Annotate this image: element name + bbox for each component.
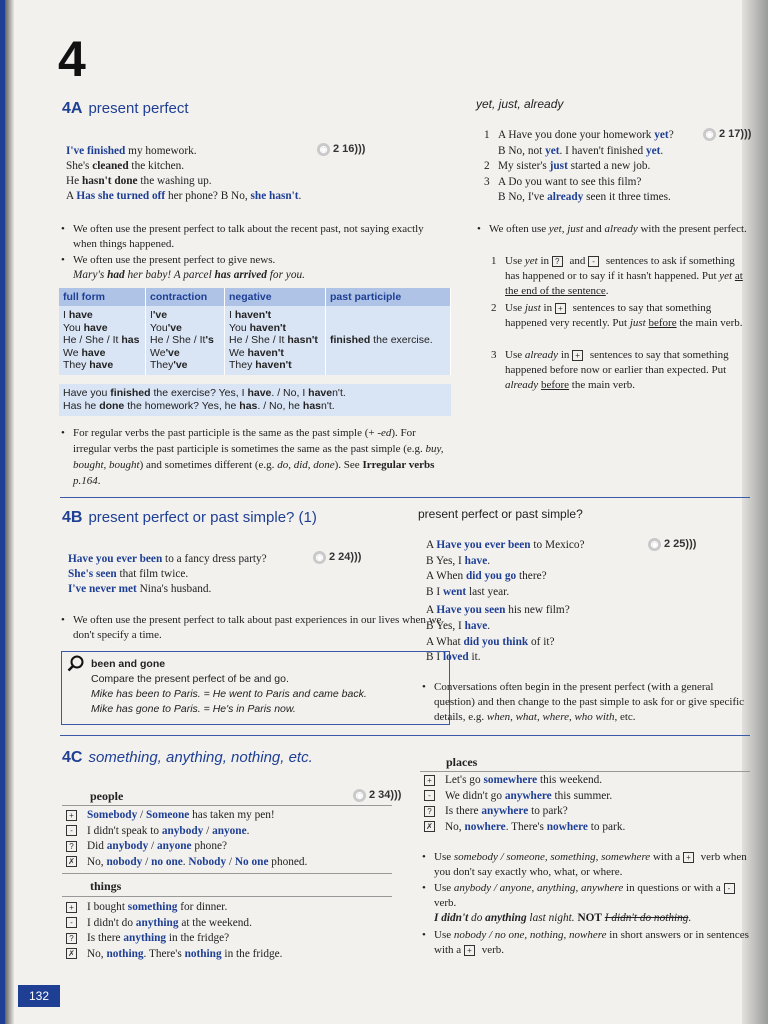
things-rule-top <box>62 873 392 874</box>
example-line: I've finished my homework. <box>66 145 197 157</box>
example-item: - I didn't speak to anybody / anyone. <box>66 824 249 839</box>
contraction-cell: I've You've He / She / It's We've They've <box>146 306 225 375</box>
table-header: contraction <box>146 288 225 306</box>
section-heading: present perfect or past simple? (1) <box>88 509 317 526</box>
magnifier-icon <box>67 655 84 672</box>
mark-icon: + <box>66 902 77 913</box>
box-line: Mike has been to Paris. = He went to Paris and came back. <box>91 688 367 700</box>
example-line: He hasn't done the washing up. <box>66 175 212 187</box>
mark-icon: ✗ <box>424 821 435 832</box>
mark-icon: ✗ <box>66 948 77 959</box>
mark-icon: ? <box>424 806 435 817</box>
audio-ref-2-16: ◉ 2 16))) <box>317 143 365 156</box>
cd-icon: ◉ <box>703 128 716 141</box>
divider-4b <box>60 497 750 498</box>
yja-line: 2 My sister's just started a new job. <box>484 160 651 172</box>
example-item: - We didn't go anywhere this summer. <box>424 789 612 804</box>
mark-icon: - <box>66 917 77 928</box>
places-label: places <box>446 755 478 769</box>
example-line: I've never met Nina's husband. <box>68 583 212 595</box>
audio-ref-2-34: ◉ 2 34))) <box>353 789 401 802</box>
bullet-4c-2: • Use anybody / anyone, anything, anywhere in questions or with a - verb. <box>434 881 752 911</box>
box-line: Mike has gone to Paris. = He's in Paris now. <box>91 703 296 715</box>
example-line: Have you ever been to a fancy dress party? <box>68 553 267 565</box>
table-header: full form <box>59 288 146 306</box>
places-rule <box>420 771 750 772</box>
dialogue-line: A Have you ever been to Mexico? <box>426 539 585 551</box>
bullet-ppps: • Conversations often begin in the present perfect (with a general question) and then change to the past simple to ask for or give specific details, e.g. when, what, where, who with, etc. <box>422 681 745 723</box>
box-title: been and gone <box>91 658 166 670</box>
mark-icon: ? <box>66 841 77 852</box>
bullet-4a-1: • We often use the present perfect to talk about the recent past, not saying exactly when things happened. <box>61 223 424 250</box>
example-item: + I bought something for dinner. <box>66 900 227 915</box>
things-label: things <box>90 879 122 893</box>
audio-ref-2-24: ◉ 2 24))) <box>313 551 361 564</box>
been-gone-box <box>61 651 450 725</box>
example-item: - I didn't do anything at the weekend. <box>66 916 252 931</box>
mark-icon: ✗ <box>66 856 77 867</box>
participle-cell: finished the exercise. <box>326 306 451 375</box>
mark-icon: ? <box>66 933 77 944</box>
divider-4c <box>60 735 750 736</box>
section-code: 4A <box>62 100 83 117</box>
cd-icon: ◉ <box>317 143 330 156</box>
yja-line: B No, not yet. I haven't finished yet. <box>498 144 664 157</box>
yja-line: 1 A Have you done your homework yet? <box>484 129 674 141</box>
bullet-4c-1: • Use somebody / someone, something, somewhere with a + verb when you don't say exactly who, what, or where. <box>422 851 747 878</box>
yja-line: B No, I've already seen it three times. <box>498 191 671 203</box>
table-header: negative <box>225 288 326 306</box>
yja-rule-1: 1 Use yet in ? and - sentences to ask if something has happened or to say if it hasn't happened. Put yet at the end of the sentence. <box>491 255 743 297</box>
unit-number: 4 <box>58 31 86 87</box>
example-line: A Has she turned off her phone? B No, she hasn't. <box>66 190 302 202</box>
example-item: ✗ No, nowhere. There's nowhere to park. <box>424 820 625 835</box>
dialogue-line: B Yes, I have. <box>426 554 491 567</box>
dialogue-line: B Yes, I have. <box>426 620 491 632</box>
table-questions: Have you finished the exercise? Yes, I have. / No, I haven't. Has he done the homework? Yes, he has. / No, he hasn't. <box>59 384 451 416</box>
section-4a-title <box>62 100 189 118</box>
table-header: past participle <box>326 288 451 306</box>
cd-icon: ◉ <box>353 789 366 802</box>
section-heading: present perfect <box>88 100 189 117</box>
mark-icon: - <box>424 790 435 801</box>
section-code: 4C <box>62 749 83 766</box>
bullet-4c-2-example: I didn't do anything last night. NOT I didn't do nothing. <box>434 912 692 924</box>
bullet-yja: • We often use yet, just and already with the present perfect. <box>477 223 747 235</box>
example-item: + Somebody / Someone has taken my pen! <box>66 808 275 823</box>
left-page-strip <box>0 0 5 1024</box>
example-item: ✗ No, nobody / no one. Nobody / No one phoned. <box>66 855 307 870</box>
bullet-4c-3: • Use nobody / no one, nothing, nowhere in short answers or in sentences with a + verb. <box>422 929 749 956</box>
dialogue-line: B I loved it. <box>426 651 481 664</box>
negative-cell: I haven't You haven't He / She / It hasn't We haven't They haven't <box>225 306 326 375</box>
bullet-4a-2-example: Mary's had her baby! A parcel has arrived for you. <box>73 269 305 281</box>
things-rule <box>62 896 392 897</box>
people-rule <box>62 805 392 806</box>
dialogue-line: A What did you think of it? <box>426 635 555 648</box>
mark-icon: - <box>66 825 77 836</box>
audio-ref-2-17: ◉ 2 17))) <box>703 128 751 141</box>
bullet-4a-3: • For regular verbs the past participle is the same as the past simple (+ -ed). For irregular verbs the past participle is sometimes the same as the past simple (e.g. buy, bought, bought) and sometimes different (e.g. do, did, done). See Irregular verbs p.164. <box>61 427 444 487</box>
dialogue-line: A When did you go there? <box>426 570 547 583</box>
full-form-cell: I have You have He / She / It has We have They have <box>59 306 146 375</box>
example-item: ? Is there anything in the fridge? <box>66 931 229 946</box>
section-4c-title <box>62 749 313 767</box>
section-heading: something, anything, nothing, etc. <box>88 749 313 766</box>
bullet-4a-2: • We often use the present perfect to give news. <box>61 254 276 266</box>
people-label: people <box>90 789 124 803</box>
yja-rule-3: 3 Use already in + sentences to say that something happened before now or earlier than expected. Put already before the main verb. <box>491 349 729 391</box>
box-line: Compare the present perfect of be and go. <box>91 673 289 685</box>
section-code: 4B <box>62 509 83 526</box>
audio-ref-2-25: ◉ 2 25))) <box>648 538 696 551</box>
dialogue-line: A Have you seen his new film? <box>426 604 570 617</box>
cd-icon: ◉ <box>313 551 326 564</box>
page-number-tab: 132 <box>18 985 60 1007</box>
ppps-title: present perfect or past simple? <box>418 507 583 521</box>
mark-icon: + <box>424 775 435 786</box>
yja-line: 3 A Do you want to see this film? <box>484 175 642 188</box>
example-item: ✗ No, nothing. There's nothing in the fridge. <box>66 947 282 962</box>
mark-icon: + <box>66 810 77 821</box>
dialogue-line: B I went last year. <box>426 585 510 598</box>
cd-icon: ◉ <box>648 538 661 551</box>
section-4b-title <box>62 509 317 527</box>
example-item: ? Is there anywhere to park? <box>424 804 568 819</box>
example-item: + Let's go somewhere this weekend. <box>424 773 602 788</box>
yja-rule-2: 2 Use just in + sentences to say that something happened very recently. Put just before the main verb. <box>491 302 743 329</box>
bullet-4b: • We often use the present perfect to talk about past experiences in our lives when we don't specify a time. <box>61 614 442 641</box>
present-perfect-table <box>59 288 451 375</box>
example-item: ? Did anybody / anyone phone? <box>66 839 227 854</box>
example-line: She's seen that film twice. <box>68 568 189 580</box>
example-line: She's cleaned the kitchen. <box>66 160 185 172</box>
yet-just-already-title: yet, just, already <box>476 97 564 111</box>
